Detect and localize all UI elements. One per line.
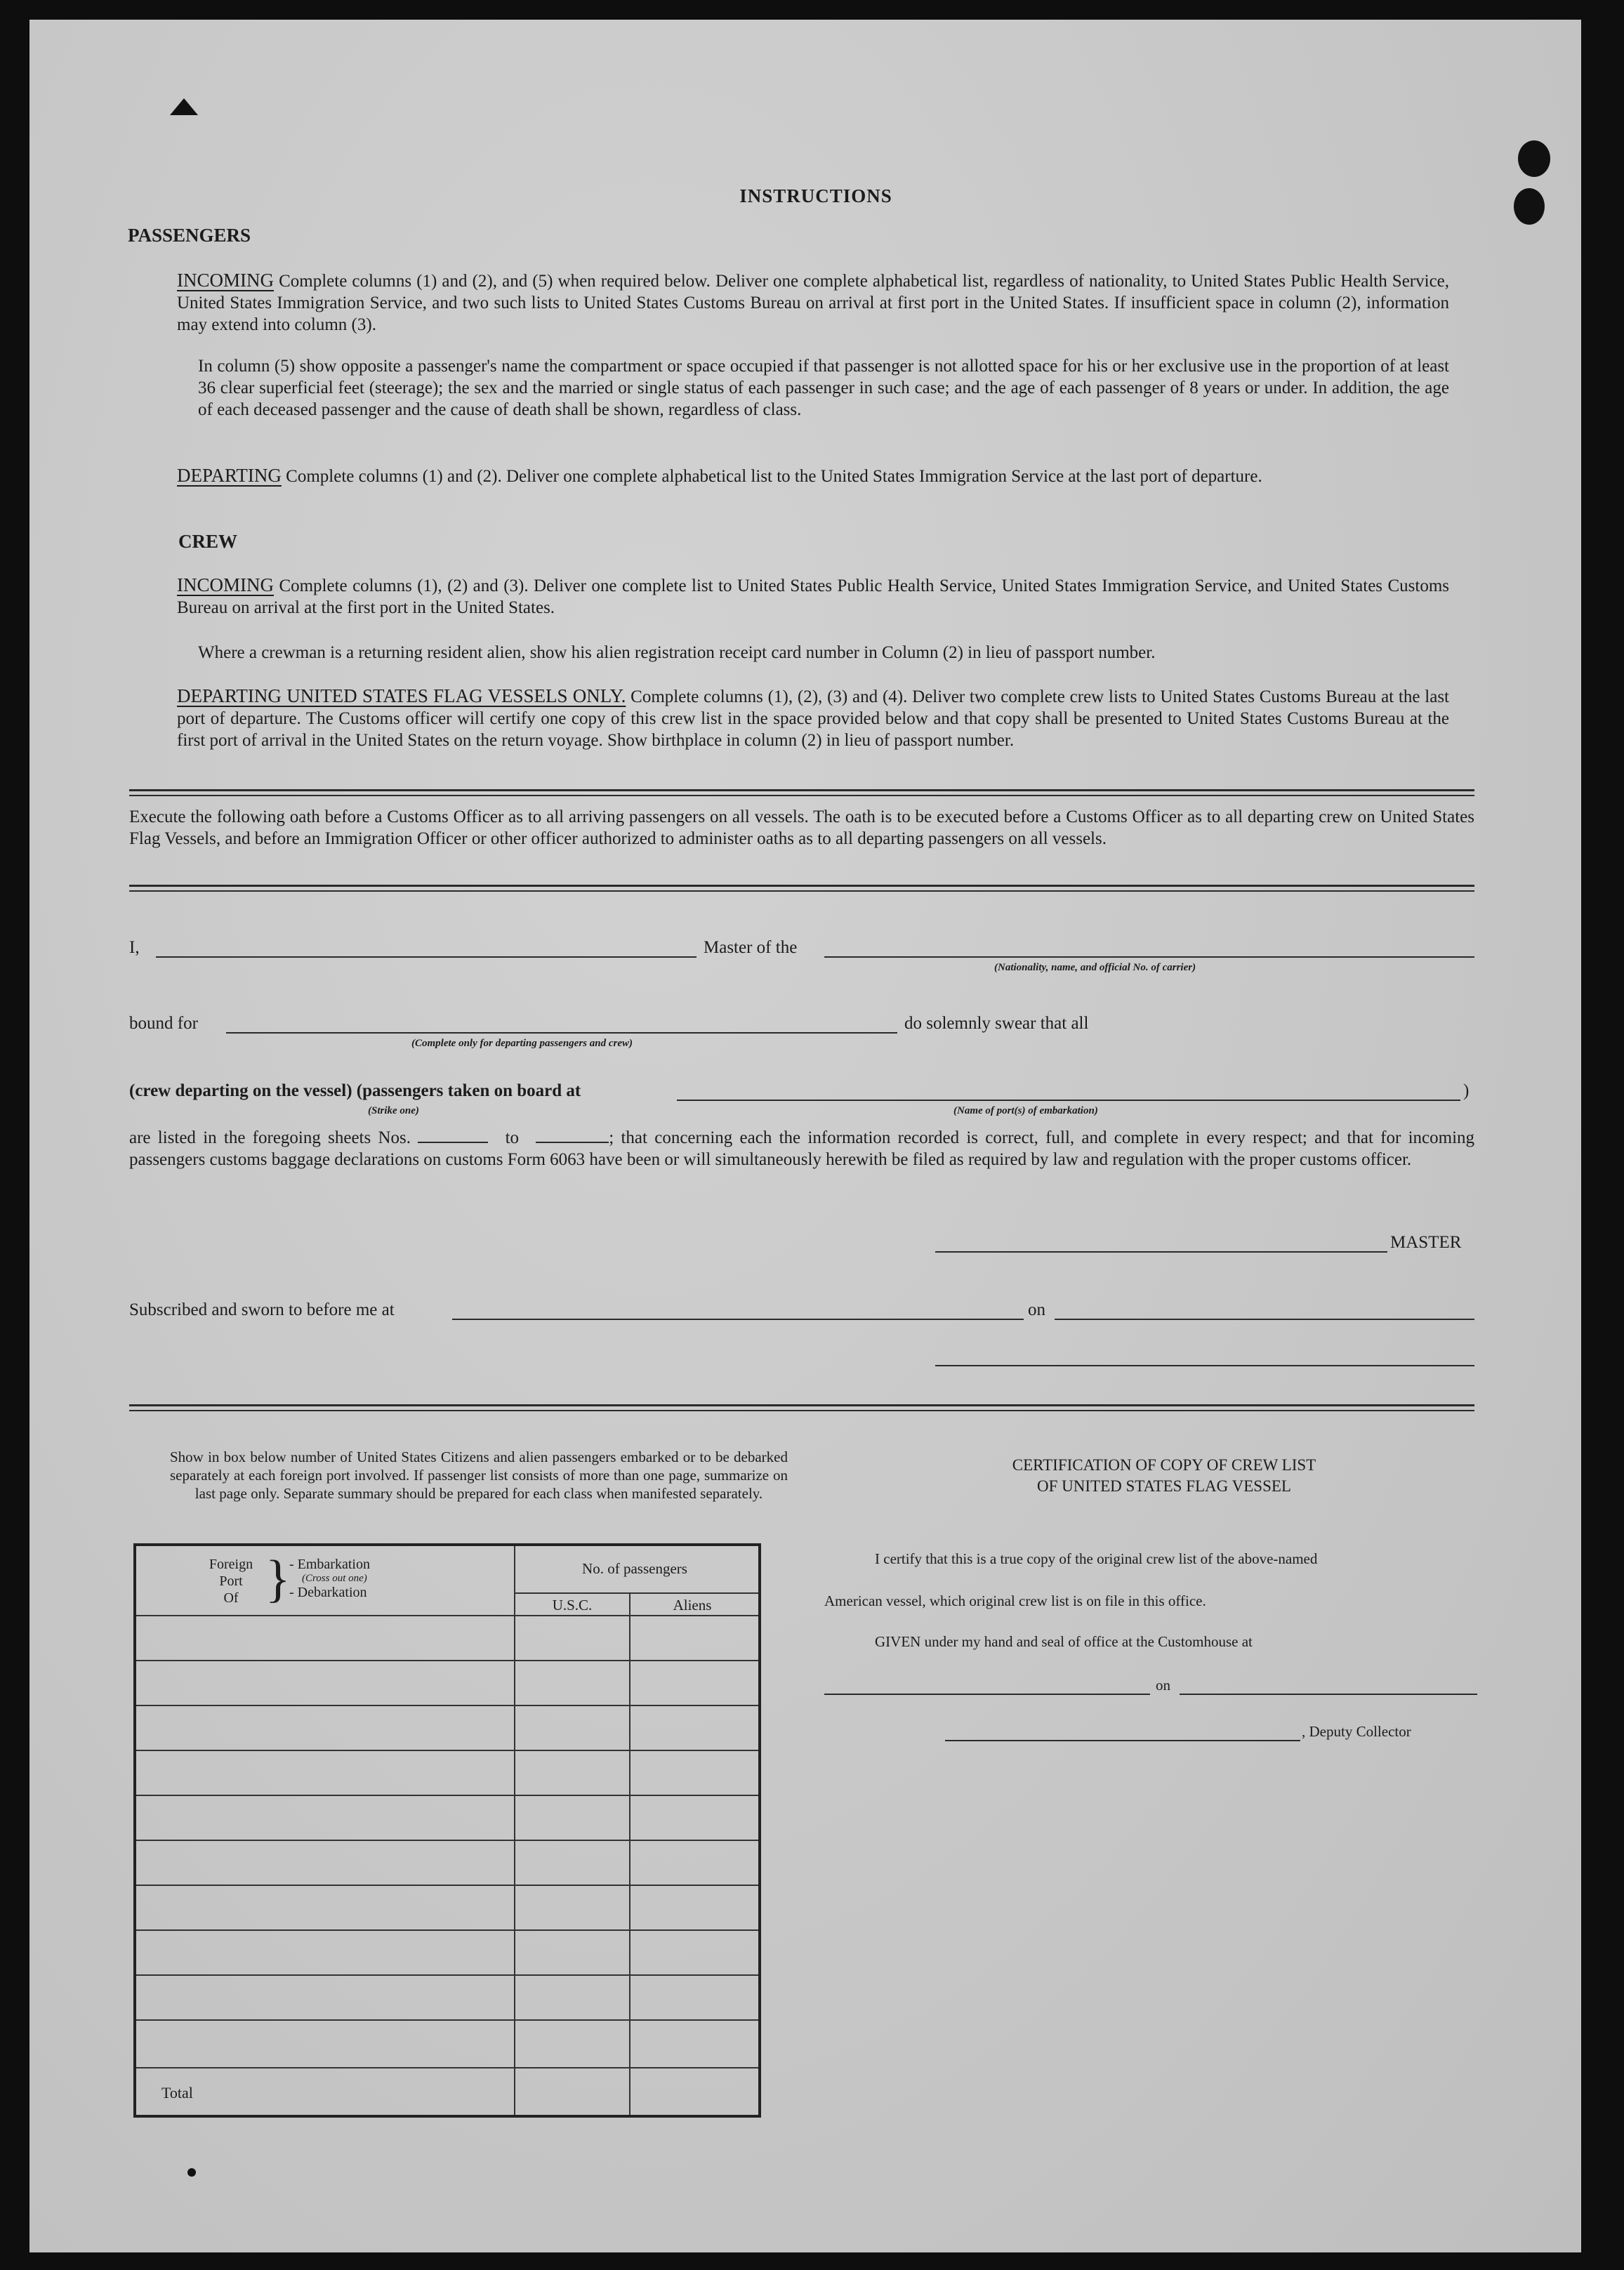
punch-hole-top bbox=[1518, 140, 1550, 177]
table-row bbox=[136, 1885, 758, 1886]
certification-line-3: GIVEN under my hand and seal of office at the Customhouse at bbox=[875, 1633, 1253, 1650]
passenger-summary-table bbox=[133, 1543, 761, 2118]
carrier-hint: (Nationality, name, and official No. of carrier) bbox=[994, 962, 1196, 973]
master-of-the-label: Master of the bbox=[704, 938, 798, 957]
foreign-port-header bbox=[199, 1556, 263, 1606]
sheet-to-field[interactable] bbox=[536, 1126, 609, 1143]
cross-out-hint: (Cross out one) bbox=[302, 1573, 367, 1584]
sworn-date-field[interactable] bbox=[1055, 1319, 1474, 1320]
passengers-incoming-paragraph bbox=[177, 270, 1449, 336]
table-header-line bbox=[136, 1615, 758, 1616]
bound-for-label: bound for bbox=[129, 1014, 198, 1033]
sworn-on-label: on bbox=[1028, 1300, 1045, 1319]
crew-heading: CREW bbox=[178, 531, 238, 552]
table-row bbox=[136, 1840, 758, 1841]
brace: } bbox=[265, 1550, 291, 1608]
divider-rule bbox=[129, 1410, 1474, 1411]
crew-incoming-paragraph bbox=[177, 574, 1449, 619]
customhouse-place-field[interactable] bbox=[824, 1694, 1150, 1695]
swear-label: do solemnly swear that all bbox=[904, 1014, 1089, 1033]
table-row bbox=[136, 1929, 758, 1931]
divider-rule bbox=[129, 1404, 1474, 1406]
close-paren: ) bbox=[1463, 1081, 1470, 1100]
crew-departing-label: (crew departing on the vessel) (passengers taken on board at bbox=[129, 1081, 581, 1100]
certification-title bbox=[897, 1455, 1431, 1497]
of-label: Of bbox=[223, 1590, 239, 1606]
embarkation-port-field[interactable] bbox=[677, 1100, 1460, 1101]
instructions-title: INSTRUCTIONS bbox=[739, 185, 892, 206]
officer-signature-field[interactable] bbox=[935, 1365, 1474, 1366]
crew-incoming-label: INCOMING bbox=[177, 574, 274, 595]
passengers-departing-text: Complete columns (1) and (2). Deliver one complete alphabetical list to the United States Immigration Service at the last port of departure. bbox=[286, 467, 1262, 486]
passengers-column5-paragraph: In column (5) show opposite a passenger's name the compartment or space occupied if that passenger is not allotted space for his or her exclusive use in the proportion of at least 36 clear superficial feet (steerage); the sex and the married or single status of each passenger in such case; and the age of each passenger of 8 years or under. In addition, the age of each deceased passenger and the cause of death shall be shown, regardless of class. bbox=[198, 357, 1449, 419]
embarkation-hint: (Name of port(s) of embarkation) bbox=[953, 1105, 1098, 1116]
no-of-passengers-header: No. of passengers bbox=[582, 1560, 687, 1577]
embarkation-label: - Embarkation bbox=[289, 1557, 370, 1572]
certification-on-label: on bbox=[1156, 1677, 1170, 1694]
sworn-place-field[interactable] bbox=[452, 1319, 1024, 1320]
aliens-header: Aliens bbox=[673, 1597, 712, 1614]
crew-departing-text: Complete columns (1), (2), (3) and (4). Deliver two complete crew lists to United States Customs Bureau at the last port of departure. The Customs officer will certify one copy of this crew list in the space provided below and that copy shall be presented to United States Customs Bureau at the first port of arrival in the United States on the return voyage. Show birthplace in column (2) in lieu of passport number. bbox=[177, 687, 1449, 750]
sheet-from-field[interactable] bbox=[418, 1126, 488, 1143]
table-col-divider bbox=[514, 1546, 515, 2115]
divider-rule bbox=[129, 890, 1474, 892]
deputy-collector-signature-field[interactable] bbox=[945, 1740, 1300, 1741]
crew-incoming-text: Complete columns (1), (2) and (3). Deliver one complete list to United States Public Health Service, United States Immigration Service, and United States Customs Bureau on arrival at the first port in the United States. bbox=[177, 576, 1449, 617]
listed-paragraph bbox=[129, 1126, 1474, 1170]
divider-rule bbox=[129, 795, 1474, 796]
corner-mark bbox=[170, 98, 198, 115]
crew-departing-paragraph bbox=[177, 685, 1449, 751]
master-signature-field[interactable] bbox=[935, 1251, 1387, 1253]
passengers-incoming-text: Complete columns (1) and (2), and (5) when required below. Deliver one complete alphabetical list, regardless of nationality, to United States Public Health Service, United States Immigration Service, and two such lists to United States Customs Bureau on arrival at first port in the United States. If insufficient space in column (2), information may extend into column (3). bbox=[177, 272, 1450, 334]
bound-for-hint: (Complete only for departing passengers and crew) bbox=[411, 1038, 633, 1049]
oath-intro: Execute the following oath before a Customs Officer as to all arriving passengers on all vessels. The oath is to be executed before a Customs Officer as to all departing crew on United States Flag Vessels, and before an Immigration Officer or other officer authorized to administer oaths as to all departing passengers on all vessels. bbox=[129, 807, 1474, 848]
master-signature-label: MASTER bbox=[1390, 1233, 1462, 1252]
foreign-label: Foreign bbox=[209, 1557, 253, 1572]
table-col-divider bbox=[629, 1592, 631, 2115]
table-subheader-line bbox=[514, 1592, 758, 1594]
usc-header: U.S.C. bbox=[552, 1597, 593, 1614]
form-sheet bbox=[29, 20, 1581, 2252]
deputy-collector-label: , Deputy Collector bbox=[1302, 1723, 1411, 1740]
certification-title-line-2: OF UNITED STATES FLAG VESSEL bbox=[1037, 1477, 1291, 1495]
table-row bbox=[136, 1705, 758, 1706]
divider-rule bbox=[129, 789, 1474, 791]
passengers-incoming-label: INCOMING bbox=[177, 270, 274, 291]
listed-declaration-text: ; that concerning each the information recorded is correct, full, and complete in every respect; and that for incoming passengers customs baggage declarations on customs Form 6063 have been or will simultaneously herewith be filed as required by law and regulation with the proper customs officer. bbox=[129, 1128, 1475, 1169]
passengers-heading: PASSENGERS bbox=[128, 225, 251, 246]
listed-to-label: to bbox=[505, 1128, 520, 1147]
oath-i-label: I, bbox=[129, 938, 140, 957]
embark-debark-header bbox=[289, 1556, 370, 1601]
passengers-departing-label: DEPARTING bbox=[177, 465, 282, 486]
certification-line-2: American vessel, which original crew list is on file in this office. bbox=[824, 1592, 1206, 1609]
subscribed-label: Subscribed and sworn to before me at bbox=[129, 1300, 395, 1319]
strike-one-hint: (Strike one) bbox=[368, 1105, 419, 1116]
summary-note: Show in box below number of United States Citizens and alien passengers embarked or to be debarked separately at each foreign port involved. If passenger list consists of more than one page, summarize on last page only. Separate summary should be prepared for each class when manifested separately. bbox=[170, 1449, 788, 1502]
port-label: Port bbox=[219, 1573, 243, 1589]
table-row bbox=[136, 2019, 758, 2021]
table-row bbox=[136, 1974, 758, 1976]
table-row bbox=[136, 2067, 758, 2068]
bound-for-field[interactable] bbox=[226, 1032, 897, 1034]
carrier-field[interactable] bbox=[824, 956, 1474, 958]
table-row bbox=[136, 1795, 758, 1796]
listed-sheets-label: are listed in the foregoing sheets Nos. bbox=[129, 1128, 411, 1147]
table-row bbox=[136, 1660, 758, 1661]
crew-departing-label: DEPARTING UNITED STATES FLAG VESSELS ONLY. bbox=[177, 685, 626, 706]
crew-resident-paragraph: Where a crewman is a returning resident alien, show his alien registration receipt card number in Column (2) in lieu of passport number. bbox=[198, 643, 1156, 662]
divider-rule bbox=[129, 885, 1474, 887]
punch-hole-middle bbox=[1514, 188, 1545, 225]
total-label: Total bbox=[161, 2084, 193, 2101]
ink-speck bbox=[187, 2168, 196, 2177]
passengers-departing-paragraph bbox=[177, 465, 1449, 487]
certification-line-1: I certify that this is a true copy of the original crew list of the above-named bbox=[875, 1550, 1318, 1567]
certification-date-field[interactable] bbox=[1180, 1694, 1477, 1695]
certification-title-line-1: CERTIFICATION OF COPY OF CREW LIST bbox=[1012, 1456, 1316, 1474]
table-row bbox=[136, 1750, 758, 1751]
master-name-field[interactable] bbox=[156, 956, 697, 958]
debarkation-label: - Debarkation bbox=[289, 1585, 367, 1600]
